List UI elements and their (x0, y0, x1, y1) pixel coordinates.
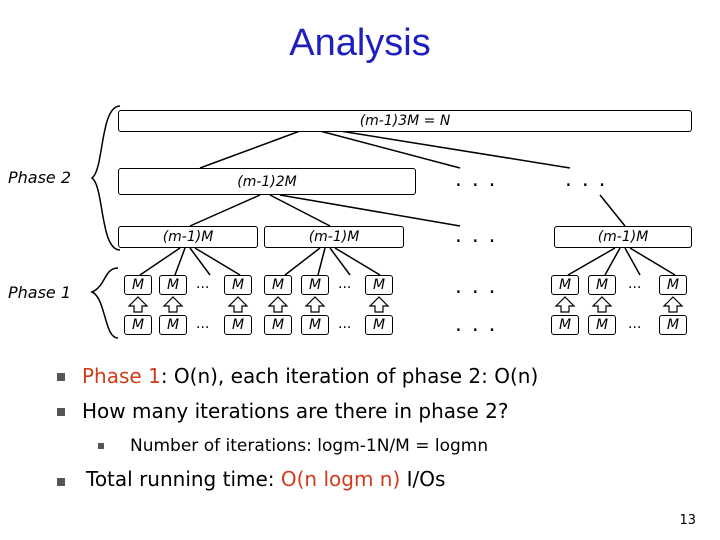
slide-title: Analysis (289, 22, 431, 64)
leaf-m: M (365, 275, 393, 295)
leaf-m: M (224, 275, 252, 295)
leaf-m: M (659, 275, 687, 295)
sub-bullet-marker (98, 443, 104, 449)
phase1-brace (92, 268, 118, 338)
top-box-label: (m-1)3M = N (359, 113, 451, 129)
bullet-2: How many iterations are there in phase 2? (82, 399, 509, 423)
level2-box (118, 168, 416, 195)
leaf-ellipsis: ... (338, 276, 352, 292)
leaf-m: M (124, 275, 152, 295)
level1-box-label: (m-1)M (597, 229, 649, 245)
level1-box-right (554, 226, 692, 248)
level2-box-label: (m-1)2M (237, 173, 297, 190)
level1-box-label: (m-1)M (162, 229, 214, 245)
leaf-m: M (264, 275, 292, 295)
bullet-3 (86, 467, 445, 491)
leaf-m: M (224, 315, 252, 335)
leaf-m: M (365, 315, 393, 335)
level1-box-label: (m-1)M (308, 229, 360, 245)
leaf-ellipsis: ... (196, 276, 210, 292)
leaf-m: M (551, 315, 579, 335)
level1-box-left (118, 226, 258, 248)
sub-bullet-1: Number of iterations: logm-1N/M = logmn (130, 436, 489, 456)
bullet-marker (57, 408, 65, 416)
level2-ellipsis-2: ... (563, 170, 614, 191)
bullet-3-highlight: O(n logm n) (280, 467, 401, 491)
top-box (118, 110, 692, 132)
phase2-label: Phase 2 (8, 168, 72, 187)
phase1-label: Phase 1 (8, 283, 72, 302)
leaf-m: M (588, 275, 616, 295)
bullet-marker (57, 478, 65, 486)
leaf-ellipsis: ... (628, 316, 642, 332)
leaf-row-ellipsis: ... (453, 315, 504, 336)
leaf-m: M (659, 315, 687, 335)
level1-box-mid (264, 226, 404, 248)
phase2-brace (92, 106, 120, 250)
leaf-m: M (551, 275, 579, 295)
leaf-m: M (588, 315, 616, 335)
bullet-1-rest: : O(n), each iteration of phase 2: O(n) (160, 364, 539, 388)
leaf-m: M (264, 315, 292, 335)
leaf-ellipsis: ... (196, 316, 210, 332)
leaf-row-ellipsis: ... (453, 277, 504, 298)
bullet-1 (82, 364, 538, 388)
bullet-3-tail: I/Os (400, 467, 446, 491)
bullet-3-text: Total running time: (86, 467, 281, 491)
bullet-marker (57, 373, 65, 381)
page-number: 13 (679, 513, 696, 528)
bullet-1-highlight: Phase 1 (82, 364, 161, 388)
leaf-m: M (124, 315, 152, 335)
leaf-m: M (159, 315, 187, 335)
leaf-m: M (159, 275, 187, 295)
up-arrow-icons (129, 297, 682, 312)
level2-ellipsis-1: ... (453, 170, 504, 191)
leaf-ellipsis: ... (628, 276, 642, 292)
leaf-m: M (301, 275, 329, 295)
level1-ellipsis: ... (453, 226, 504, 247)
leaf-ellipsis: ... (338, 316, 352, 332)
leaf-m: M (301, 315, 329, 335)
